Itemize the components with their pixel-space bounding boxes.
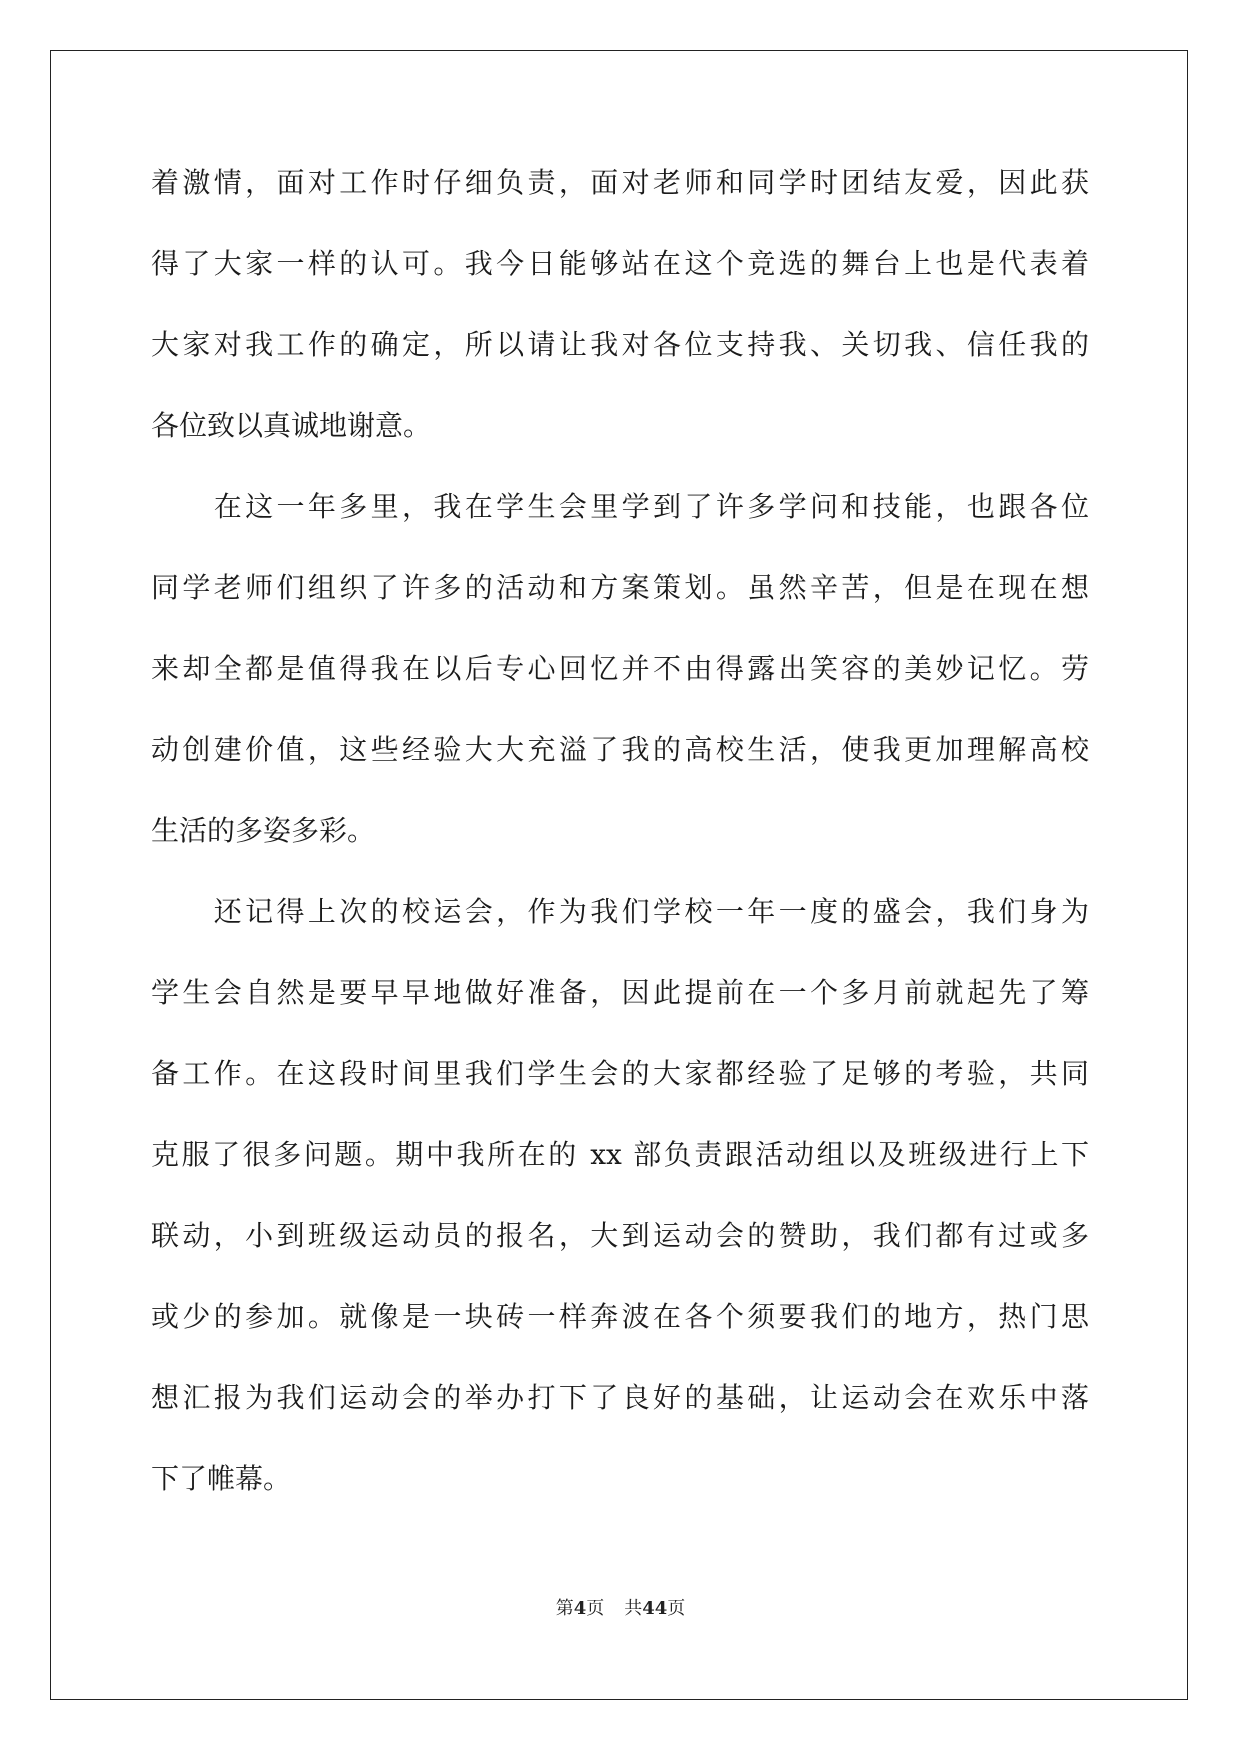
text-line: 大家对我工作的确定，所以请让我对各位支持我、关切我、信任我的 (151, 328, 1089, 361)
paragraph (151, 163, 1089, 446)
page-footer (0, 1597, 1241, 1621)
text-line: 克服了很多问题。期中我所在的 xx 部负责跟活动组以及班级进行上下 (151, 1138, 1089, 1171)
paragraph (151, 487, 1089, 851)
text-line: 下了帷幕。 (151, 1462, 292, 1495)
text-line: 各位致以真诚地谢意。 (151, 409, 432, 442)
document-body (151, 163, 1089, 1499)
text-line: 动创建价值，这些经验大大充溢了我的高校生活，使我更加理解高校 (151, 733, 1089, 766)
text-line: 还记得上次的校运会，作为我们学校一年一度的盛会，我们身为 (151, 895, 1089, 928)
text-line: 同学老师们组织了许多的活动和方案策划。虽然辛苦，但是在现在想 (151, 571, 1089, 604)
paragraph (151, 892, 1089, 1499)
text-line: 想汇报为我们运动会的举办打下了良好的基础，让运动会在欢乐中落 (151, 1381, 1089, 1414)
text-line: 得了大家一样的认可。我今日能够站在这个竞选的舞台上也是代表着 (151, 247, 1089, 280)
total-prefix: 共 (624, 1598, 643, 1619)
text-line: 学生会自然是要早早地做好准备，因此提前在一个多月前就起先了筹 (151, 976, 1089, 1009)
text-line: 来却全都是值得我在以后专心回忆并不由得露出笑容的美妙记忆。劳 (151, 652, 1089, 685)
page-suffix: 页 (586, 1598, 605, 1619)
text-line: 在这一年多里，我在学生会里学到了许多学问和技能，也跟各位 (151, 490, 1089, 523)
text-line: 联动，小到班级运动员的报名，大到运动会的赞助，我们都有过或多 (151, 1219, 1089, 1252)
text-line: 备工作。在这段时间里我们学生会的大家都经验了足够的考验，共同 (151, 1057, 1089, 1090)
page-prefix: 第 (555, 1598, 574, 1619)
text-line: 着激情，面对工作时仔细负责，面对老师和同学时团结友爱，因此获 (151, 166, 1089, 199)
page-number: 4 (573, 1598, 587, 1619)
total-suffix: 页 (667, 1598, 686, 1619)
text-line: 或少的参加。就像是一块砖一样奔波在各个须要我们的地方，热门思 (151, 1300, 1089, 1333)
text-line: 生活的多姿多彩。 (151, 814, 376, 847)
total-pages: 44 (642, 1598, 668, 1619)
